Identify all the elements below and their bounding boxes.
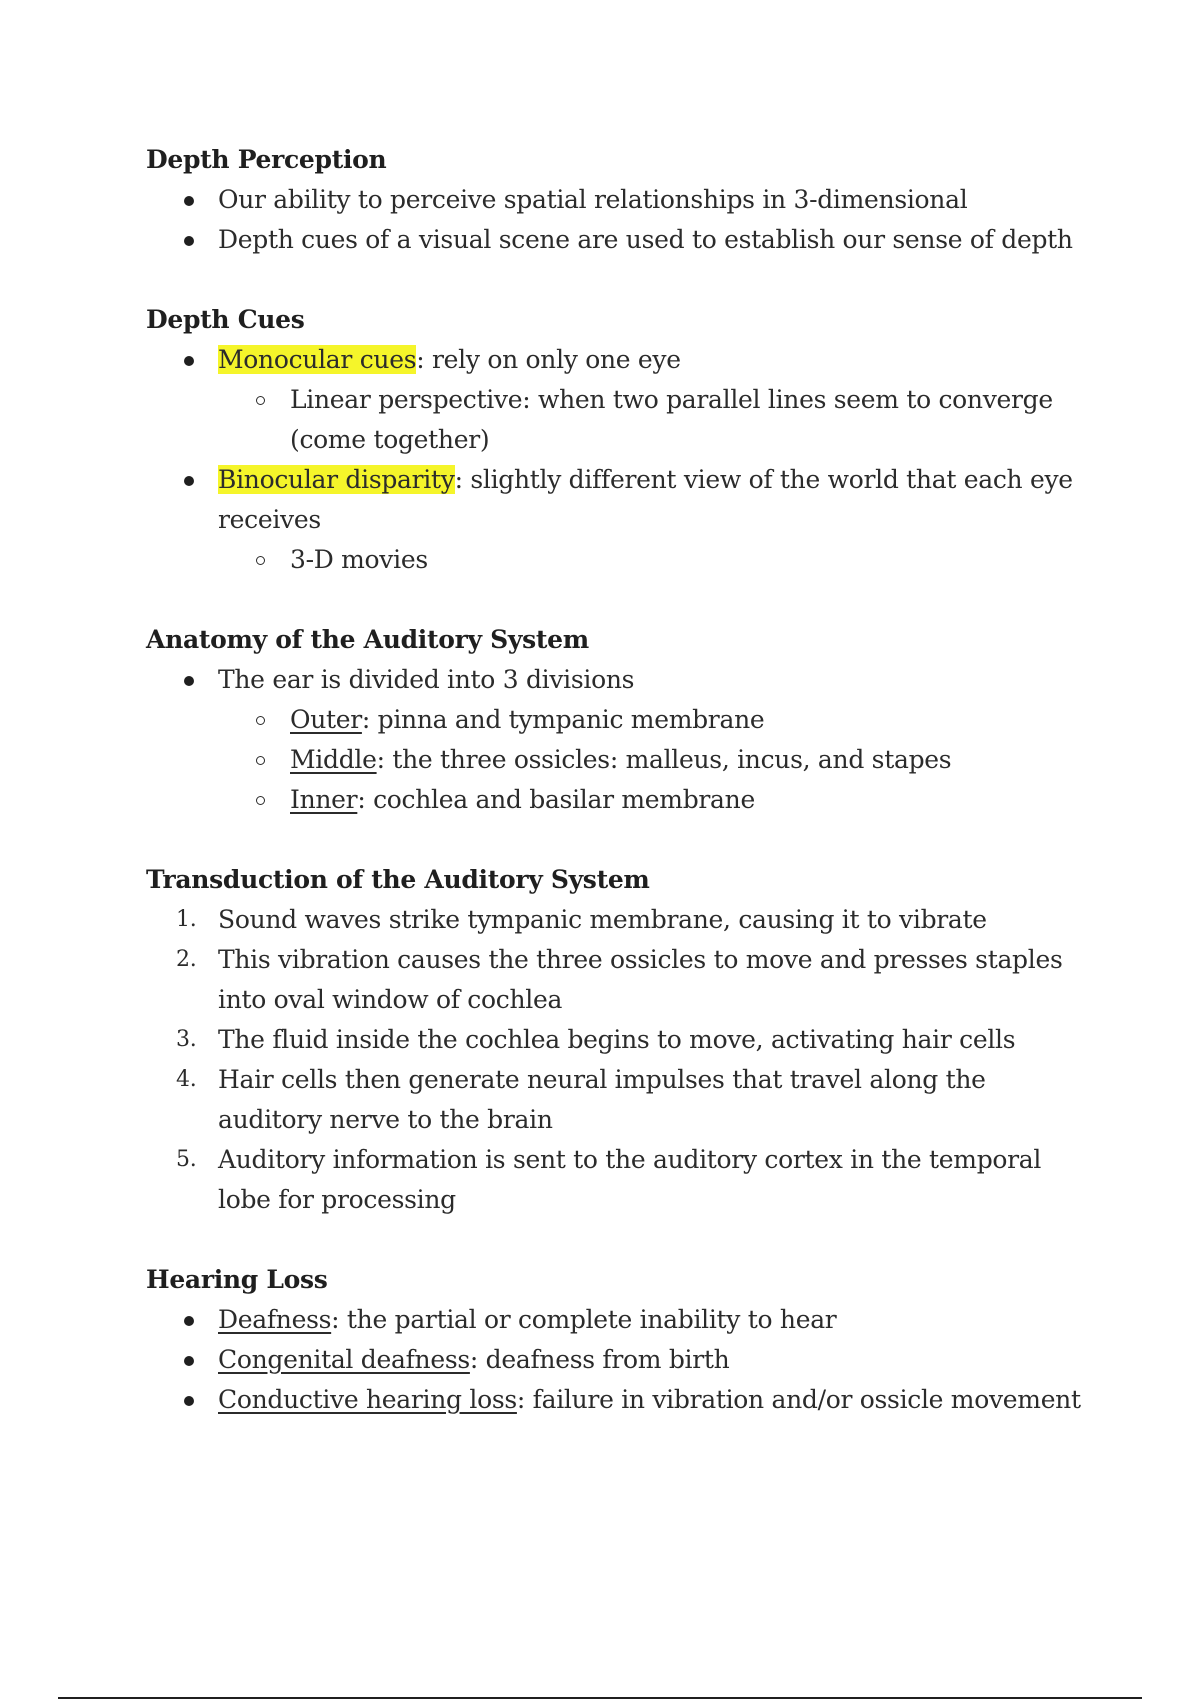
numbered-item [146,1020,1086,1060]
list-item [146,1300,1086,1340]
item-text: 3-D movies [290,545,428,574]
underlined-term: Congenital deafness [218,1345,470,1374]
section-depth-cues [146,300,1086,580]
item-text: Auditory information is sent to the auditory cortex in the temporal lobe for processing [218,1145,1042,1214]
item-number: 3. [176,1027,197,1052]
underlined-term: Middle [290,745,377,774]
item-number: 4. [176,1067,197,1092]
section-heading: Anatomy of the Auditory System [146,625,589,654]
underlined-term: Outer [290,705,362,734]
sub-list-item [146,540,1086,580]
item-text: The fluid inside the cochlea begins to move, activating hair cells [218,1025,1016,1054]
underlined-term: Deafness [218,1305,332,1334]
item-text: Hair cells then generate neural impulses that travel along the auditory nerve to the brain [218,1065,986,1134]
list-item [146,660,1086,700]
list-item [146,220,1086,260]
document-page [146,140,1086,1460]
sub-list-item [146,700,1086,740]
numbered-list [146,900,1086,1220]
item-text: Sound waves strike tympanic membrane, causing it to vibrate [218,905,987,934]
item-text: Our ability to perceive spatial relationships in 3-dimensional [218,185,968,214]
section-depth-perception [146,140,1086,260]
item-text: : cochlea and basilar membrane [357,785,755,814]
section-heading: Transduction of the Auditory System [146,865,650,894]
section-hearing-loss [146,1260,1086,1420]
item-number: 5. [176,1147,197,1172]
numbered-item [146,900,1086,940]
item-text: This vibration causes the three ossicles to move and presses staples into oval window of cochlea [218,945,1063,1014]
list-item [146,340,1086,380]
list-item [146,180,1086,220]
section-heading: Hearing Loss [146,1265,328,1294]
item-number: 1. [176,907,197,932]
item-number: 2. [176,947,197,972]
underlined-term: Inner [290,785,358,814]
item-text: : the partial or complete inability to hear [331,1305,837,1334]
item-text: : pinna and tympanic membrane [361,705,765,734]
section-auditory-transduction [146,860,1086,1220]
numbered-item [146,1060,1086,1140]
item-text: : failure in vibration and/or ossicle movement [516,1385,1081,1414]
item-text: : rely on only one eye [416,345,681,374]
bullet-list [146,1300,1086,1420]
list-item [146,1340,1086,1380]
highlighted-term: Monocular cues [218,345,417,374]
section-heading: Depth Cues [146,305,305,334]
bullet-list [146,340,1086,580]
item-text: Linear perspective: when two parallel lines seem to converge (come together) [290,385,1053,454]
item-text: Depth cues of a visual scene are used to establish our sense of depth [218,225,1073,254]
highlighted-term: Binocular disparity [218,465,455,494]
item-text: : the three ossicles: malleus, incus, and stapes [376,745,952,774]
numbered-item [146,1140,1086,1220]
bullet-list [146,180,1086,260]
section-heading: Depth Perception [146,145,387,174]
item-text: : deafness from birth [469,1345,730,1374]
list-item [146,460,1086,540]
sub-list-item [146,380,1086,460]
list-item [146,1380,1086,1420]
bottom-rule [58,1697,1142,1699]
section-auditory-anatomy [146,620,1086,820]
numbered-item [146,940,1086,1020]
item-text: : slightly different view of the world that each eye receives [218,465,1073,534]
bullet-list [146,660,1086,820]
sub-list-item [146,780,1086,820]
sub-list-item [146,740,1086,780]
item-text: The ear is divided into 3 divisions [218,665,635,694]
underlined-term: Conductive hearing loss [218,1385,517,1414]
